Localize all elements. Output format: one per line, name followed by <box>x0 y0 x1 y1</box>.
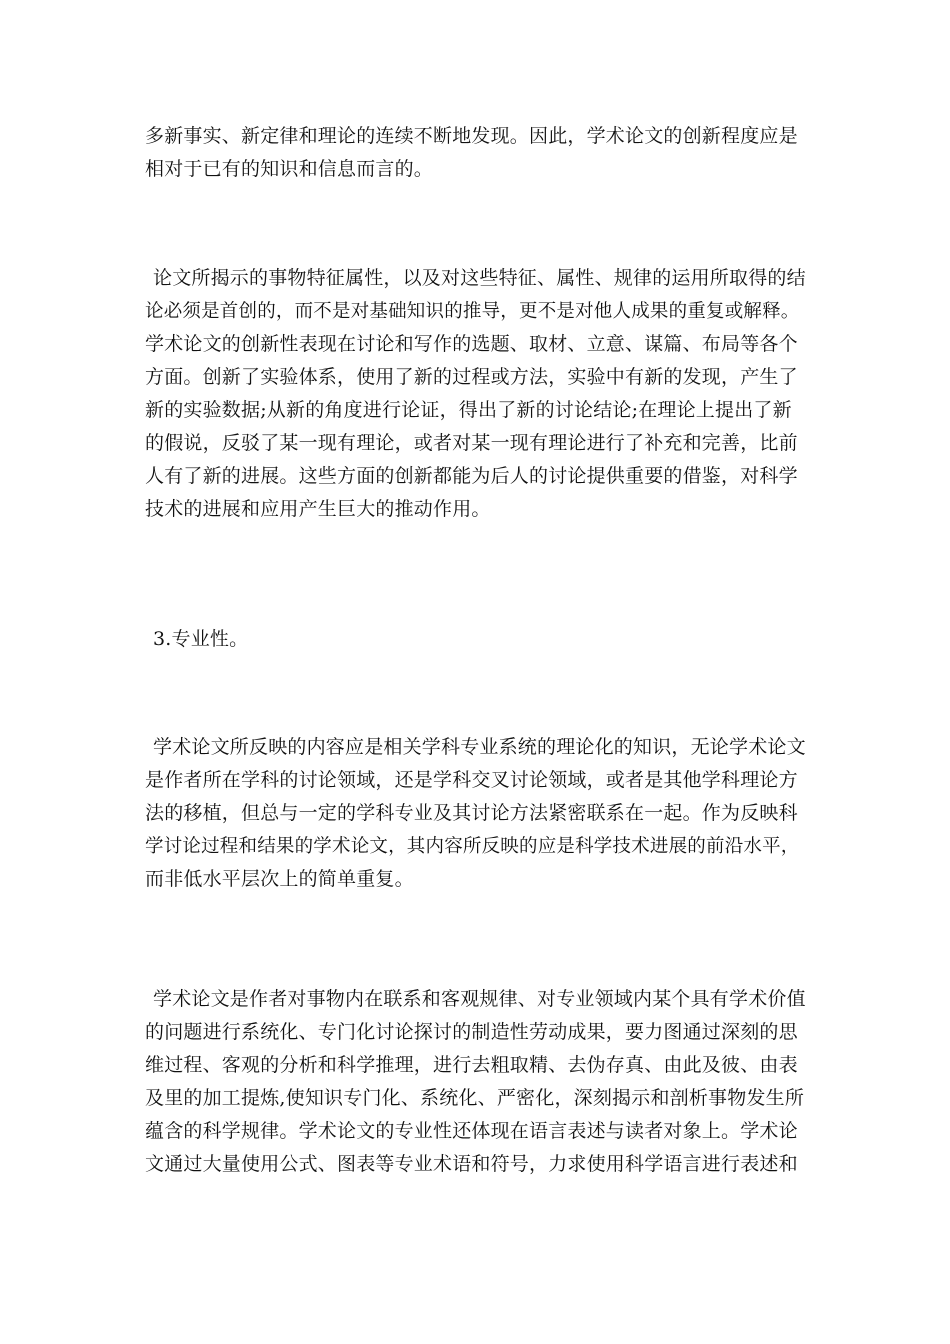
paragraph-4 <box>145 983 810 1181</box>
text-line: 方面。创新了实验体系，使用了新的过程或方法，实验中有新的发现，产生了 <box>145 366 798 388</box>
text-line: 及里的加工提炼,使知识专门化、系统化、严密化，深刻揭示和剖析事物发生所 <box>145 1087 805 1109</box>
text-line: 学术论文的创新性表现在讨论和写作的选题、取材、立意、谋篇、布局等各个 <box>145 333 798 355</box>
text-line: 技术的进展和应用产生巨大的推动作用。 <box>145 498 491 520</box>
text-line: 是作者所在学科的讨论领域，还是学科交叉讨论领域，或者是其他学科理论方 <box>145 769 798 791</box>
section-heading <box>145 623 810 656</box>
text-line: 而非低水平层次上的简单重复。 <box>145 868 414 890</box>
text-line: 文通过大量使用公式、图表等专业术语和符号，力求使用科学语言进行表述和 <box>145 1153 798 1175</box>
text-line: 蕴含的科学规律。学术论文的专业性还体现在语言表述与读者对象上。学术论 <box>145 1120 798 1142</box>
text-line: 维过程、客观的分析和科学推理，进行去粗取精、去伪存真、由此及彼、由表 <box>145 1054 798 1076</box>
text-line: 学术论文所反映的内容应是相关学科专业系统的理论化的知识，无论学术论文 <box>153 736 806 758</box>
text-line: 相对于已有的知识和信息而言的。 <box>145 158 434 180</box>
paragraph-1 <box>145 120 810 186</box>
heading-text: 3.专业性。 <box>153 628 249 650</box>
text-line: 人有了新的进展。这些方面的创新都能为后人的讨论提供重要的借鉴，对科学 <box>145 465 798 487</box>
text-line: 法的移植，但总与一定的学科专业及其讨论方法紧密联系在一起。作为反映科 <box>145 802 798 824</box>
text-line: 的假说，反驳了某一现有理论，或者对某一现有理论进行了补充和完善，比前 <box>145 432 798 454</box>
text-line: 学术论文是作者对事物内在联系和客观规律、对专业领域内某个具有学术价值 <box>153 988 806 1010</box>
text-line: 新的实验数据;从新的角度进行论证，得出了新的讨论结论;在理论上提出了新 <box>145 399 792 421</box>
text-line: 学讨论过程和结果的学术论文，其内容所反映的应是科学技术进展的前沿水平， <box>145 836 800 857</box>
text-line: 论必须是首创的，而不是对基础知识的推导，更不是对他人成果的重复或解释。 <box>145 301 800 322</box>
text-line: 论文所揭示的事物特征属性，以及对这些特征、属性、规律的运用所取得的结 <box>153 267 806 289</box>
text-line: 多新事实、新定律和理论的连续不断地发现。因此，学术论文的创新程度应是 <box>145 125 798 147</box>
text-line: 的问题进行系统化、专门化讨论探讨的制造性劳动成果，要力图通过深刻的思 <box>145 1021 798 1043</box>
paragraph-3 <box>145 731 810 896</box>
paragraph-2 <box>145 262 810 526</box>
